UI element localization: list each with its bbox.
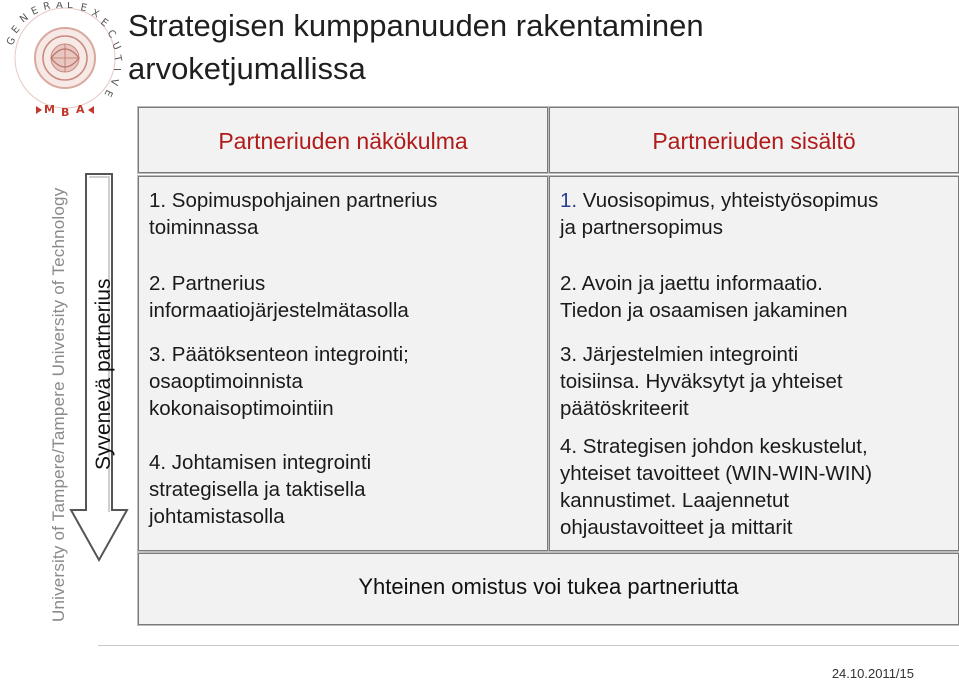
right-item-1-line-2: ja partnersopimus [560, 216, 723, 239]
left-item-2-line-1: 2. Partnerius [149, 272, 266, 295]
left-item-3-line-2: osaoptimoinnista [149, 370, 303, 393]
right-item-2-number: 2. [560, 272, 578, 295]
right-item-1-number: 1. [560, 189, 578, 212]
right-item-3 [560, 341, 843, 422]
university-vertical-text: University of Tampere/Tampere University of Technology [49, 187, 68, 622]
svg-text:E: E [9, 24, 23, 36]
right-item-1-line-1: Vuosisopimus, yhteistyösopimus [577, 189, 879, 212]
svg-text:T: T [111, 54, 124, 63]
svg-text:E: E [29, 5, 41, 18]
right-body-box [549, 176, 959, 551]
svg-text:E: E [98, 16, 110, 30]
right-item-4-line-3: kannustimet. Laajennetut [560, 489, 790, 512]
footer-divider [98, 645, 959, 646]
svg-text:I: I [111, 68, 122, 71]
bottom-statement: Yhteinen omistus voi tukea partneriutta [358, 574, 739, 599]
bottom-box [138, 553, 959, 625]
left-item-4-line-3: johtamistasolla [149, 505, 285, 528]
left-item-4-line-1: 4. Johtamisen integrointi [149, 451, 372, 474]
right-item-2-line-1: Avoin ja jaettu informaatio. [577, 272, 823, 295]
slide-title [128, 4, 828, 90]
left-item-1 [149, 187, 437, 241]
svg-text:E: E [79, 2, 88, 15]
svg-text:U: U [109, 40, 123, 52]
svg-text:X: X [89, 7, 101, 21]
right-item-4-line-4: ohjaustavoitteet ja mittarit [560, 516, 793, 539]
left-item-3-line-1: 3. Päätöksenteon integrointi; [149, 343, 409, 366]
svg-text:A: A [56, 2, 63, 11]
left-item-4-line-2: strategisella ja taktisella [149, 478, 366, 501]
left-item-4 [149, 449, 371, 530]
right-item-3-line-1: Järjestelmien integrointi [577, 343, 799, 366]
right-item-4-line-1: Strategisen johdon keskustelut, [577, 435, 868, 458]
left-item-3-line-3: kokonaisoptimointiin [149, 397, 334, 420]
svg-text:R: R [42, 2, 52, 13]
left-item-2 [149, 270, 409, 324]
left-item-3 [149, 341, 409, 422]
arrow-label: Syvenevä partnerius [92, 278, 115, 470]
svg-text:B: B [61, 106, 70, 119]
slide-title-line-2: arvoketjumallissa [128, 51, 366, 86]
right-item-3-line-2: toisiinsa. Hyväksytyt ja yhteiset [560, 370, 843, 393]
svg-text:M: M [44, 103, 55, 116]
right-item-4-number: 4. [560, 435, 578, 458]
right-item-1 [560, 187, 878, 241]
left-item-1-line-1: 1. Sopimuspohjainen partnerius [149, 189, 438, 212]
right-item-2-line-2: Tiedon ja osaamisen jakaminen [560, 299, 848, 322]
left-body-box [138, 176, 548, 551]
left-header: Partneriuden näkökulma [218, 128, 468, 154]
svg-text:C: C [104, 28, 118, 41]
left-header-box [138, 107, 548, 173]
right-item-4-line-2: yhteiset tavoitteet (WIN-WIN-WIN) [560, 462, 873, 485]
right-item-3-line-3: päätöskriteerit [560, 397, 689, 420]
svg-text:G: G [6, 35, 19, 48]
footer-date-page: 24.10.2011/15 [831, 666, 914, 681]
right-header: Partneriuden sisältö [652, 128, 856, 154]
svg-text:N: N [18, 12, 31, 26]
right-item-3-number: 3. [560, 343, 578, 366]
svg-text:A: A [76, 103, 85, 116]
svg-text:V: V [107, 77, 120, 87]
svg-text:E: E [101, 87, 115, 99]
slide-title-line-1: Strategisen kumppanuuden rakentaminen [128, 8, 704, 43]
right-header-box [549, 107, 959, 173]
svg-text:L: L [67, 2, 73, 11]
right-item-4 [560, 433, 872, 541]
right-item-2 [560, 270, 848, 324]
general-executive-mba-logo [6, 2, 124, 122]
left-item-1-line-2: toiminnassa [149, 216, 259, 239]
left-item-2-line-2: informaatiojärjestelmätasolla [149, 299, 409, 322]
